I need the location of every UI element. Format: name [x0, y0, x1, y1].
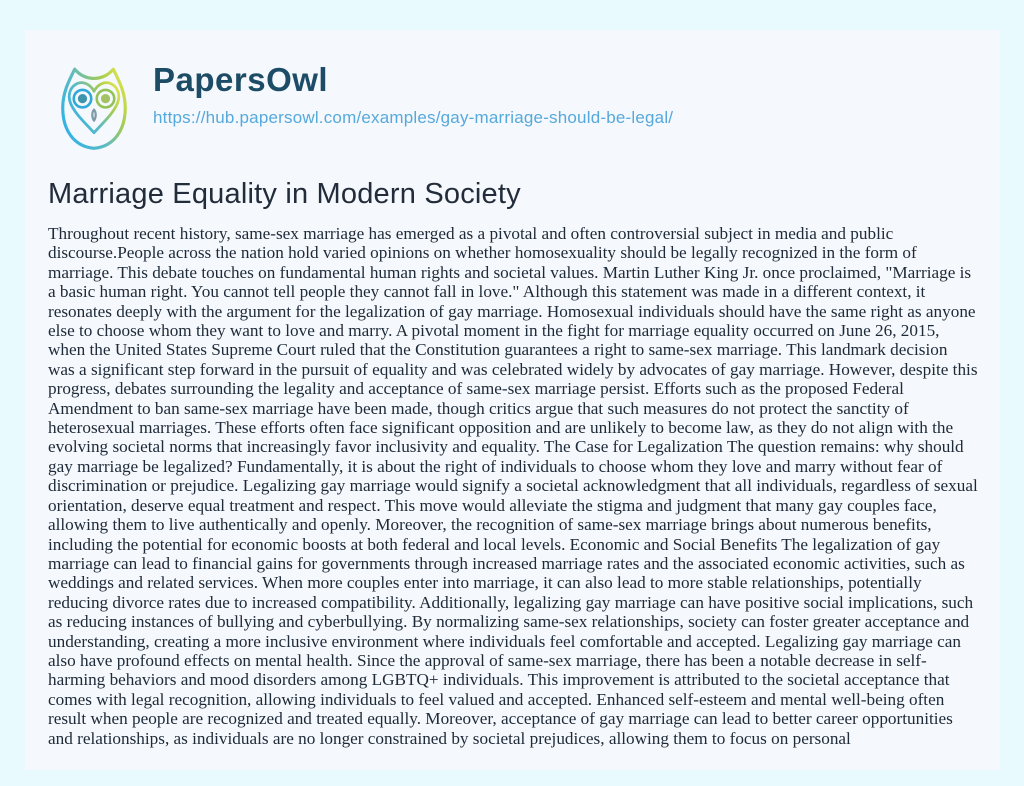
- brand-name: PapersOwl: [153, 61, 329, 98]
- article-body: Throughout recent history, same-sex marriage has emerged as a pivotal and often controversial subject in media and public discourse.People across the nation hold varied opinions on whether homosexuality should be legally recognized in the form of marriage. This debate touches on fundamental human rights and societal values. Martin Luther King Jr. once proclaimed, "Marriage is a basic human right. You cannot tell people they cannot fall in love." Although this statement was made in a different context, it resonates deeply with the argument for the legalization of gay marriage. Homosexual individuals should have the same right as anyone else to choose whom they want to love and marry. A pivotal moment in the fight for marriage equality occurred on June 26, 2015, when the United States Supreme Court ruled that the Constitution guarantees a right to same-sex marriage. This landmark decision was a significant step forward in the pursuit of equality and was celebrated widely by advocates of gay marriage. However, despite this progress, debates surrounding the legality and acceptance of same-sex marriage persist. Efforts such as the proposed Federal Amendment to ban same-sex marriage have been made, though critics argue that such measures do not protect the sanctity of heterosexual marriages. These efforts often face significant opposition and are unlikely to become law, as they do not align with the evolving societal norms that increasingly favor inclusivity and equality. The Case for Legalization The question remains: why should gay marriage be legalized? Fundamentally, it is about the right of individuals to choose whom they love and marry without fear of discrimination or prejudice. Legalizing gay marriage would signify a societal acknowledgment that all individuals, regardless of sexual orientation, deserve equal treatment and respect. This move would alleviate the stigma and judgment that many gay couples face, allowing them to live authentically and openly. Moreover, the recognition of same-sex marriage brings about numerous benefits, including the potential for economic boosts at both federal and local levels. Economic and Social Benefits The legalization of gay marriage can lead to financial gains for governments through increased marriage rates and the associated economic activities, such as weddings and related services. When more couples enter into marriage, it can also lead to more stable relationships, potentially reducing divorce rates due to increased compatibility. Additionally, legalizing gay marriage can have positive social implications, such as reducing instances of bullying and cyberbullying. By normalizing same-sex relationships, society can foster greater acceptance and understanding, creating a more inclusive environment where individuals feel comfortable and accepted. Legalizing gay marriage can also have profound effects on mental health. Since the approval of same-sex marriage, there has been a notable decrease in self-harming behaviors and mood disorders among LGBTQ+ individuals. This improvement is attributed to the societal acceptance that comes with legal recognition, allowing individuals to feel valued and accepted. Enhanced self-esteem and mental well-being often result when people are recognized and treated equally. Moreover, acceptance of gay marriage can lead to better career opportunities and relationships, as individuals are no longer constrained by societal prejudices, allowing them to focus on personal: [48, 224, 978, 748]
- article-title: Marriage Equality in Modern Society: [48, 178, 521, 210]
- site-header: [25, 30, 1000, 154]
- document-sheet: [25, 30, 1000, 770]
- papersowl-owl-logo-icon: [48, 58, 140, 154]
- source-url-link[interactable]: https://hub.papersowl.com/examples/gay-marriage-should-be-legal/: [153, 108, 674, 128]
- header-text-block: [153, 58, 673, 128]
